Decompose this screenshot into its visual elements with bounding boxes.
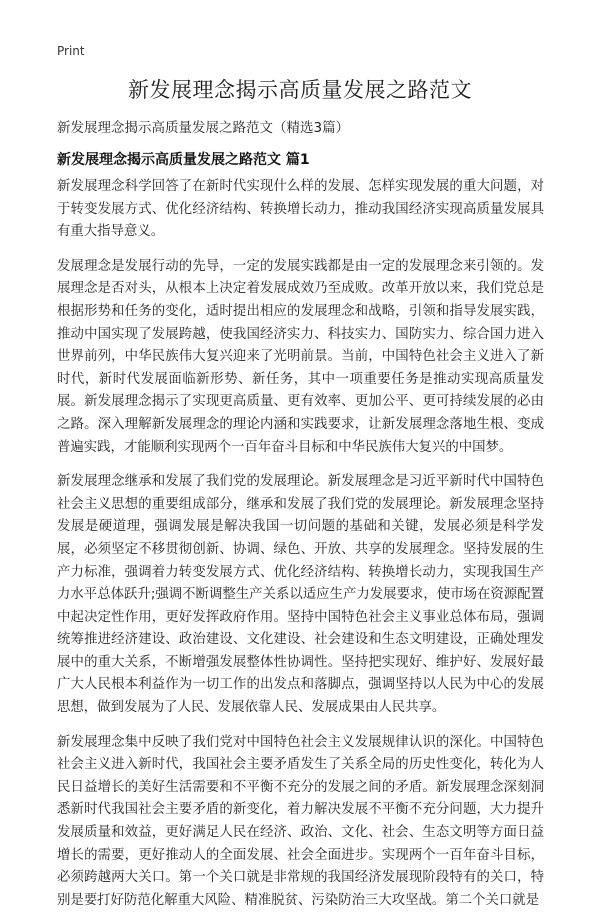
paragraph-4: 新发展理念集中反映了我们党对中国特色社会主义发展规律认识的深化。中国特色社会主义进入新时代，我国社会主要矛盾发生了关系全局的历史性变化，转化为人民日益增长的美好生活需要和不平衡不充分的发展之间的矛盾。新发展理念深刻洞悉新时代我国社会主要矛盾的新变化，着力解决发展不平衡不充分问题，大力提升发展质量和效益，更好满足人民在经济、政治、文化、社会、生态文明等方面日益增长的需要，更好推动人的全面发展、社会全面进步。实现两个一百年奋斗目标，必须跨越两大关口。第一个关口就是非常规的我国经济发展现阶段特有的关口，特别是要打好防范化解重大风险、精准脱贫、污染防治三大攻坚战。第二个关口就是 xyxy=(57,734,544,908)
paragraph-1: 新发展理念科学回答了在新时代实现什么样的发展、怎样实现发展的重大问题，对于转变发展方式、优化经济结构、转换增长动力，推动我国经济实现高质量发展具有重大指导意义。 xyxy=(57,179,544,240)
document-body xyxy=(57,176,544,924)
paragraph-3: 新发展理念继承和发展了我们党的发展理论。新发展理念是习近平新时代中国特色社会主义思想的重要组成部分，继承和发展了我们党的发展理论。新发展理念坚持发展是硬道理，强调发展是解决我国一切问题的基础和关键，发展必须是科学发展，必须坚定不移贯彻创新、协调、绿色、开放、共享的发展理念。坚持发展的生产力标准，强调着力转变发展方式、优化经济结构、转换增长动力，实现我国生产力水平总体跃升;强调不断调整生产关系以适应生产力发展要求，使市场在资源配置中起决定性作用，更好发挥政府作用。坚持中国特色社会主义事业总体布局，强调统筹推进经济建设、政治建设、文化建设、社会建设和生态文明建设，正确处理发展中的重大关系，不断增强发展整体性协调性。坚持把实现好、维护好、发展好最广大人民根本利益作为一切工作的出发点和落脚点，强调坚持以人民为中心的发展思想，做到发展为了人民、发展依靠人民、发展成果由人民共享。 xyxy=(57,474,544,716)
paragraph-2: 发展理念是发展行动的先导，一定的发展实践都是由一定的发展理念来引领的。发展理念是否对头，从根本上决定着发展成效乃至成败。改革开放以来，我们党总是根据形势和任务的变化，适时提出相应的发展理念和战略，引领和指导发展实践，推动中国实现了发展跨越，使我国经济实力、科技实力、国防实力、综合国力进入世界前列，中华民族伟大复兴迎来了光明前景。当前，中国特色社会主义进入了新时代，新时代发展面临新形势、新任务，其中一项重要任务是推动实现高质量发展。新发展理念揭示了实现更高质量、更有效率、更加公平、更可持续发展的必由之路。深入理解新发展理念的理论内涵和实践要求，让新发展理念落地生根、变成普遍实践，才能顺利实现两个一百年奋斗目标和中华民族伟大复兴的中国梦。 xyxy=(57,258,544,455)
section-heading: 新发展理念揭示高质量发展之路范文 篇1 xyxy=(57,152,310,168)
print-label: Print xyxy=(57,44,85,58)
document-subtitle: 新发展理念揭示高质量发展之路范文（精选3篇） xyxy=(57,120,350,136)
document-title: 新发展理念揭示高质量发展之路范文 xyxy=(128,78,472,102)
